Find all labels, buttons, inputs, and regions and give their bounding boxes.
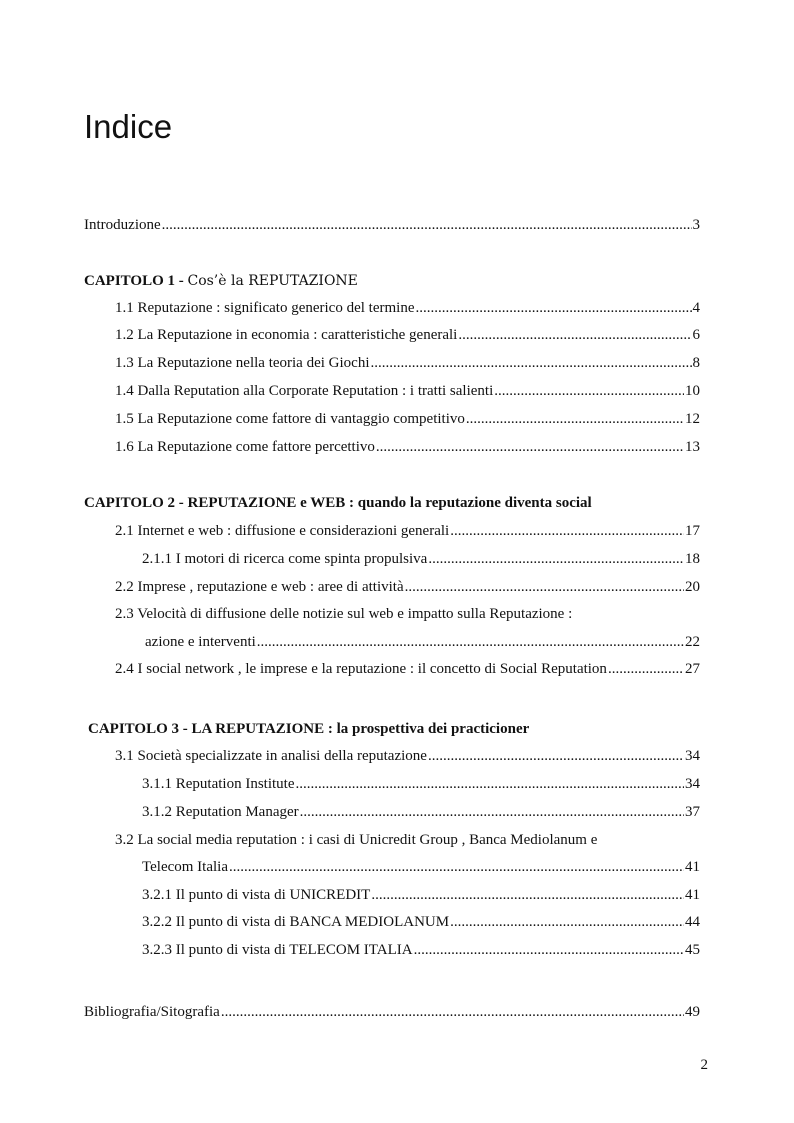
toc-page: 3 bbox=[692, 217, 700, 233]
toc-entry[interactable] bbox=[115, 522, 700, 540]
dot-leader bbox=[371, 354, 692, 372]
dot-leader bbox=[494, 382, 684, 400]
dot-leader bbox=[450, 913, 684, 931]
toc-entry[interactable] bbox=[115, 354, 700, 372]
toc-label: 3.1.2 Reputation Manager bbox=[142, 804, 299, 820]
toc-page: 20 bbox=[685, 579, 700, 595]
dot-leader bbox=[466, 410, 684, 428]
toc-label: 1.3 La Reputazione nella teoria dei Giochi bbox=[115, 355, 370, 371]
toc-page: 41 bbox=[685, 859, 700, 875]
toc-entry-line[interactable]: 3.2 La social media reputation : i casi di Unicredit Group , Banca Mediolanum e bbox=[115, 832, 598, 848]
toc-label: Telecom Italia bbox=[142, 859, 228, 875]
dot-leader bbox=[450, 522, 684, 540]
toc-label: 1.4 Dalla Reputation alla Corporate Reputation : i tratti salienti bbox=[115, 383, 494, 399]
dot-leader bbox=[428, 550, 684, 568]
dot-leader bbox=[415, 299, 691, 317]
toc-label: 1.1 Reputazione : significato generico del termine bbox=[115, 300, 415, 316]
toc-page: 41 bbox=[685, 887, 700, 903]
dot-leader bbox=[221, 1003, 684, 1021]
toc-label: 2.4 I social network , le imprese e la reputazione : il concetto di Social Reputation bbox=[115, 661, 607, 677]
toc-page: 13 bbox=[685, 439, 700, 455]
toc-entry[interactable] bbox=[115, 578, 700, 596]
dot-leader bbox=[376, 438, 684, 456]
toc-entry[interactable] bbox=[115, 747, 700, 765]
dot-leader bbox=[229, 858, 684, 876]
toc-entry[interactable] bbox=[115, 299, 700, 317]
chapter-2-heading: CAPITOLO 2 - REPUTAZIONE e WEB : quando la reputazione diventa social bbox=[84, 495, 592, 511]
toc-label: 3.2.1 Il punto di vista di UNICREDIT bbox=[142, 887, 371, 903]
toc-label: 1.2 La Reputazione in economia : caratteristiche generali bbox=[115, 327, 458, 343]
toc-label: Bibliografia/Sitografia bbox=[84, 1004, 220, 1020]
toc-page: 49 bbox=[685, 1004, 700, 1020]
toc-label: 2.1 Internet e web : diffusione e considerazioni generali bbox=[115, 523, 450, 539]
toc-page: 12 bbox=[685, 411, 700, 427]
toc-entry[interactable] bbox=[115, 660, 700, 678]
dot-leader bbox=[257, 633, 684, 651]
toc-entry[interactable] bbox=[142, 886, 700, 904]
toc-entry[interactable] bbox=[142, 775, 700, 793]
toc-page: 4 bbox=[692, 300, 700, 316]
dot-leader bbox=[458, 326, 691, 344]
page-title: Indice bbox=[84, 108, 173, 145]
toc-page: 18 bbox=[685, 551, 700, 567]
toc-page: 34 bbox=[685, 748, 700, 764]
dot-leader bbox=[428, 747, 684, 765]
toc-entry[interactable] bbox=[115, 438, 700, 456]
toc-entry[interactable] bbox=[142, 550, 700, 568]
toc-label: 3.2.2 Il punto di vista di BANCA MEDIOLANUM bbox=[142, 914, 450, 930]
toc-label: 3.1 Società specializzate in analisi della reputazione bbox=[115, 748, 427, 764]
toc-entry[interactable] bbox=[115, 410, 700, 428]
chapter-1-heading bbox=[84, 272, 358, 290]
toc-label: 1.5 La Reputazione come fattore di vantaggio competitivo bbox=[115, 411, 465, 427]
toc-label: Introduzione bbox=[84, 217, 161, 233]
page-number: 2 bbox=[700, 1057, 708, 1073]
dot-leader bbox=[162, 216, 692, 234]
toc-label: azione e interventi bbox=[145, 634, 256, 650]
toc-entry[interactable] bbox=[115, 326, 700, 344]
toc-entry-intro[interactable] bbox=[84, 216, 700, 234]
dot-leader bbox=[414, 941, 684, 959]
chapter-3-heading: CAPITOLO 3 - LA REPUTAZIONE : la prospettiva dei practicioner bbox=[88, 721, 530, 737]
chapter-1-heading-rest: Cos’è la REPUTAZIONE bbox=[187, 273, 358, 289]
dot-leader bbox=[300, 803, 684, 821]
toc-entry[interactable] bbox=[142, 941, 700, 959]
toc-entry[interactable] bbox=[142, 913, 700, 931]
toc-entry[interactable] bbox=[142, 858, 700, 876]
toc-page: 6 bbox=[692, 327, 700, 343]
toc-entry-line[interactable]: 2.3 Velocità di diffusione delle notizie sul web e impatto sulla Reputazione : bbox=[115, 606, 573, 622]
toc-entry[interactable] bbox=[145, 633, 700, 651]
toc-entry[interactable] bbox=[142, 803, 700, 821]
toc-label: 1.6 La Reputazione come fattore percettivo bbox=[115, 439, 375, 455]
toc-page: 8 bbox=[692, 355, 700, 371]
toc-label: 3.2.3 Il punto di vista di TELECOM ITALIA bbox=[142, 942, 413, 958]
dot-leader bbox=[608, 660, 684, 678]
dot-leader bbox=[295, 775, 684, 793]
toc-label: 2.2 Imprese , reputazione e web : aree di attività bbox=[115, 579, 404, 595]
toc-page: 17 bbox=[685, 523, 700, 539]
toc-entry[interactable] bbox=[115, 382, 700, 400]
toc-page: 37 bbox=[685, 804, 700, 820]
toc-entry-biblio[interactable] bbox=[84, 1003, 700, 1021]
dot-leader bbox=[371, 886, 684, 904]
toc-page: 10 bbox=[685, 383, 700, 399]
toc-label: 2.1.1 I motori di ricerca come spinta propulsiva bbox=[142, 551, 428, 567]
toc-page: 22 bbox=[685, 634, 700, 650]
toc-label: 3.1.1 Reputation Institute bbox=[142, 776, 295, 792]
toc-page: 45 bbox=[685, 942, 700, 958]
toc-page: 34 bbox=[685, 776, 700, 792]
chapter-1-heading-bold: CAPITOLO 1 - bbox=[84, 273, 184, 289]
toc-page: 44 bbox=[685, 914, 700, 930]
dot-leader bbox=[405, 578, 684, 596]
toc-page: 27 bbox=[685, 661, 700, 677]
